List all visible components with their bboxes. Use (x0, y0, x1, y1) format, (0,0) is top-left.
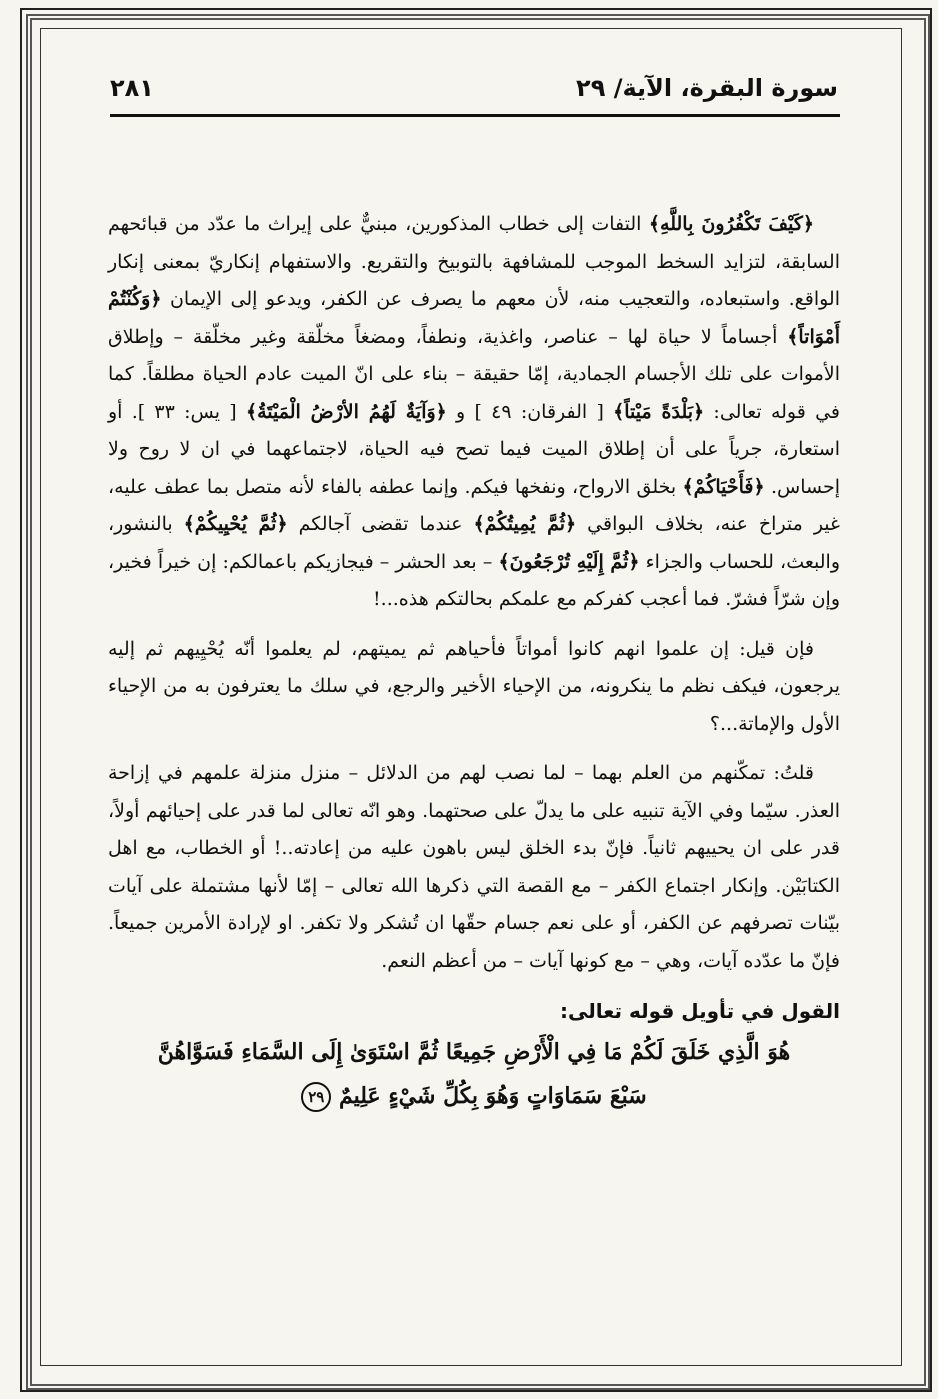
paragraph-1 (108, 206, 840, 619)
body-text: فإن قيل: إن علموا انهم كانوا أمواتاً فأحياهم ثم يميتهم، لم يعلموا أنّه يُحْيِيهم ثم إليه يرجعون، فيكف نظم ما ينكرونه، من الإحياء الأخير والرجع، في سلك ما يعترفون به من الإحياء الأول والإماتة...؟ (108, 637, 840, 735)
body-text: [ الفرقان: ٤٩ ] و (446, 400, 614, 423)
quran-verse (108, 1030, 840, 1118)
verse-line-2-text: سَبْعَ سَمَاوَاتٍ وَهُوَ بِكُلِّ شَيْءٍ عَلِيمٌ (338, 1083, 647, 1109)
body-text: [ يس: ٣٣ ]. أو استعارة، جرياً على أن إطلاق الميت فيما تصح فيه الحياة، لاجتماعهما في ان لا روح ولا إحساس. (108, 400, 840, 498)
verse-line-2 (108, 1074, 840, 1118)
quran-quote: ﴿كَيْفَ تَكْفُرُونَ بِاللَّهِ﴾ (648, 213, 814, 235)
section-heading: القول في تأويل قوله تعالى: (560, 999, 840, 1023)
quran-quote: ﴿وَكُنْتُمْ أَمْوَاتاً﴾ (108, 288, 840, 348)
quran-quote: ﴿ثُمَّ يُحْيِيكُمْ﴾ (183, 513, 288, 535)
quran-quote: ﴿وَآيَةٌ لَهُمُ الأرْضُ الْمَيْتَةُ﴾ (245, 400, 447, 423)
verse-number-marker: ٢٩ (301, 1082, 331, 1112)
quran-quote: ﴿بَلْدَةً مَيْتاً﴾ (613, 400, 705, 423)
quran-quote: ﴿ثُمَّ يُمِيتُكُمْ﴾ (473, 513, 577, 535)
page-number: ٢٨١ (110, 74, 154, 102)
header-title: سورة البقرة، الآية/ ٢٩ (576, 74, 838, 102)
quran-quote: ﴿ثُمَّ إِلَيْهِ تُرْجَعُونَ﴾ (498, 550, 640, 573)
page-body (108, 206, 840, 1118)
body-text: أجساماً لا حياة لها – عناصر، واغذية، ونطفاً، ومضغاً مخلّقة وغير مخلّقة – وإطلاق الأموات على تلك الأجسام الجمادية، إمّا حقيقة – بناء على انّ الميت عادم الحياة مطلقاً. كما في قوله تعالى: (108, 325, 840, 423)
body-text: عندما تقضى آجالكم (287, 513, 474, 535)
body-text: قلتُ: تمكّنهم من العلم بهما – لما نصب لهم من الدلائل – منزل منزلة علمهم في إزاحة العذر. سيّما وفي الآية تنبيه على ما يدلّ على صحتهما. وهو انّه تعالى لما قدر على إحيائهم أولاً، قدر على ان يحييهم ثانياً. فإنّ بدء الخلق ليس باهون عليه من إعادته..! أو الخطاب، مع اهل الكتابَيْن. وإنكار اجتماع الكفر – مع القصة التي ذكرها الله تعالى – إمّا لأنها مشتملة على آيات بيّنات تصرفهم عن الكفر، أو على نعم جسام حقّها ان تُشكر ولا تكفر. او لإرادة الأمرين جميعاً. فإنّ ما عدّده آيات، وهي – مع كونها آيات – من أعظم النعم. (108, 762, 840, 972)
quran-quote: ﴿فَأَحْيَاكُمْ﴾ (682, 475, 765, 498)
body-text: – بعد الحشر – فيجازيكم باعمالكم: إن خيراً فخير، وإن شرّاً فشرّ. فما أعجب كفركم مع علمكم بحالتكم هذه...! (108, 550, 840, 610)
body-text: بخلق الارواح، ونفخها فيكم. وإنما عطفه بالفاء لأنه متصل بما عطف عليه، غير متراخ عنه، بخلاف البواقي (108, 475, 840, 535)
paragraph-3 (108, 755, 840, 980)
body-text: التفات إلى خطاب المذكورين، مبنيٌّ على إيراث ما عدّد من قبائحهم السابقة، لتزايد السخط الموجب للمشافهة بالتوبيخ والتقريع. والاستفهام إنكاريّ بمعنى إنكار الواقع. واستبعاده، والتعجيب منه، لأن معهم ما يصرف عن الكفر، ويدعو إلى الإيمان (108, 213, 840, 310)
verse-line-1: هُوَ الَّذِي خَلَقَ لَكُمْ مَا فِي الْأَرْضِ جَمِيعًا ثُمَّ اسْتَوَىٰ إِلَى السَّمَاءِ فَسَوَّاهُنَّ (157, 1039, 791, 1065)
running-header (110, 72, 838, 112)
header-rule (110, 114, 840, 117)
body-text: بالنشور، والبعث، للحساب والجزاء (108, 513, 840, 573)
paragraph-2 (108, 631, 840, 744)
